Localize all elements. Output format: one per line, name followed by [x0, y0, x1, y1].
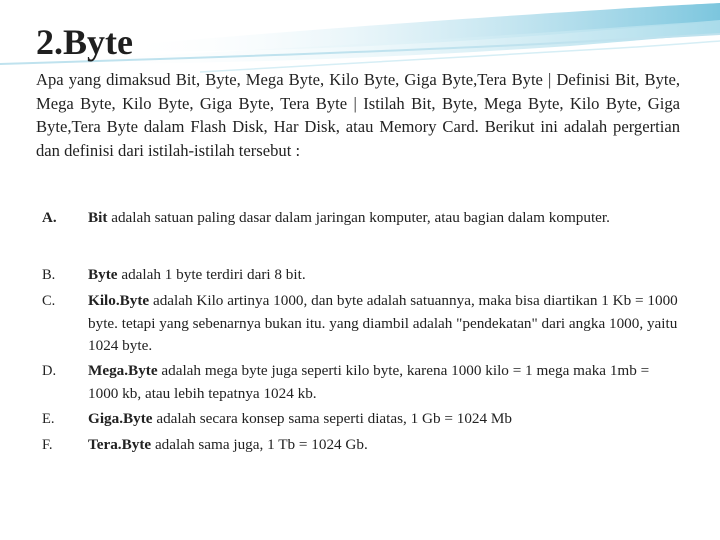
definition: adalah satuan paling dasar dalam jaringan komputer, atau bagian dalam komputer.: [107, 209, 610, 226]
term: Kilo.Byte: [88, 292, 150, 309]
list-marker: C.: [42, 293, 56, 309]
definition: adalah mega byte juga seperti kilo byte, karena 1000 kilo = 1 mega maka 1mb = 1000 kb, atau lebih tepatnya 1024 kb.: [88, 362, 650, 402]
term: Bit: [88, 209, 108, 226]
list-marker: A.: [42, 210, 57, 226]
term: Giga.Byte: [88, 410, 153, 427]
term: Mega.Byte: [88, 362, 158, 379]
term: Byte: [88, 266, 118, 283]
term: Tera.Byte: [88, 436, 152, 453]
intro-paragraph: Apa yang dimaksud Bit, Byte, Mega Byte, Kilo Byte, Giga Byte,Tera Byte | Definisi Bit, Byte, Mega Byte, Kilo Byte, Giga Byte, Tera Byte | Istilah Bit, Byte, Mega Byte, Kilo Byte, Giga Byte,Tera Byte dalam Flash Disk, Har Disk, atau Memory Card. Berikut ini adalah pergertian dan definisi dari istilah-istilah tersebut :: [36, 70, 680, 160]
list-marker: F.: [42, 437, 53, 453]
definition: adalah sama juga, 1 Tb = 1024 Gb.: [151, 436, 368, 453]
definition: adalah secara konsep sama seperti diatas, 1 Gb = 1024 Mb: [152, 410, 513, 427]
list-marker: D.: [42, 363, 57, 379]
list-marker: B.: [42, 267, 56, 283]
list-item-text: [88, 264, 678, 287]
list-item-text: [88, 204, 678, 232]
definition: adalah 1 byte terdiri dari 8 bit.: [117, 266, 306, 283]
list-marker: E.: [42, 411, 55, 427]
slide-title: 2.Byte: [36, 22, 133, 62]
definition: adalah Kilo artinya 1000, dan byte adalah satuannya, maka bisa diartikan 1 Kb = 1000 byte. tetapi yang sebenarnya bukan itu. yang diambil adalah "pendekatan" dari angka 1000, yaitu 1024 byte.: [88, 292, 678, 354]
list-item-text: [88, 408, 678, 431]
list-item-text: [88, 290, 678, 358]
list-item-text: [88, 434, 678, 457]
list-item-text: [88, 360, 678, 405]
